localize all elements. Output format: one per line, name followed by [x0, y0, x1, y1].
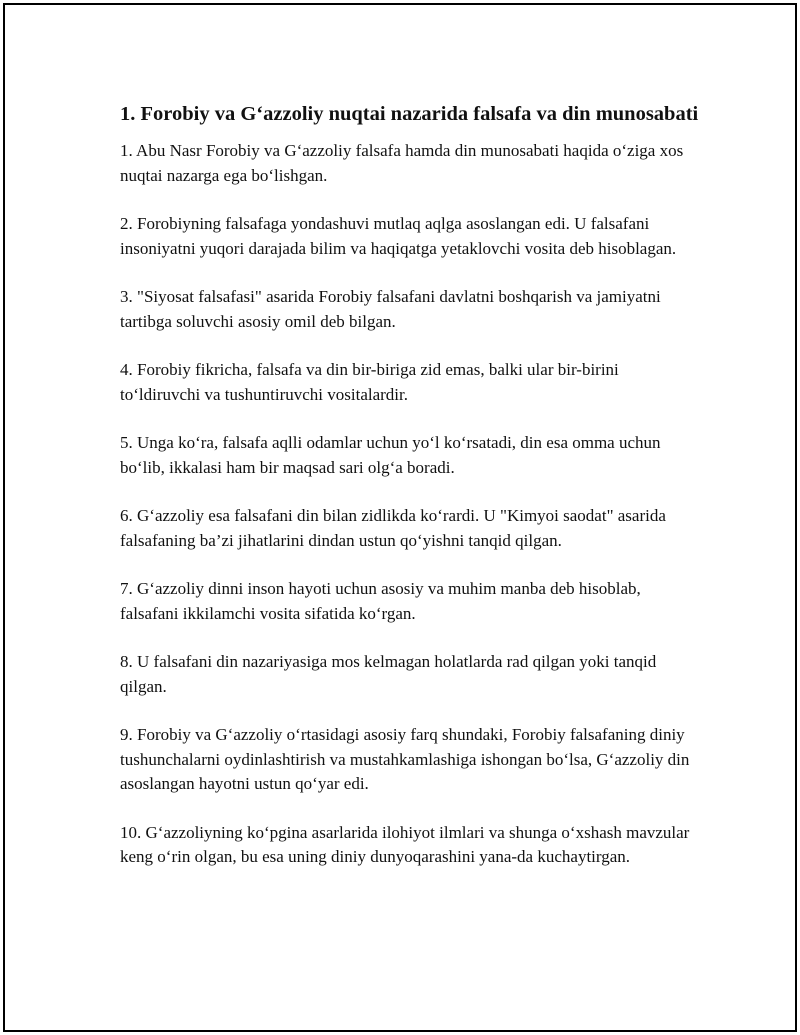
- paragraph-9: 9. Forobiy va G‘azzoliy o‘rtasidagi asosiy farq shundaki, Forobiy falsafaning diniy tushunchalarni oydinlashtirish va mustahkamlashiga ishongan bo‘lsa, G‘azzoliy din asoslangan hayotni ustun qo‘yar edi.: [120, 725, 690, 793]
- paragraph-3: 3. "Siyosat falsafasi" asarida Forobiy falsafani davlatni boshqarish va jamiyatni tartibga soluvchi asosiy omil deb bilgan.: [120, 287, 661, 331]
- paragraph-1: 1. Abu Nasr Forobiy va G‘azzoliy falsafa hamda din munosabati haqida o‘ziga xos nuqtai nazarga ega bo‘lishgan.: [120, 141, 684, 185]
- paragraph-8: 8. U falsafani din nazariyasiga mos kelmagan holatlarda rad qilgan yoki tanqid qilgan.: [120, 652, 657, 696]
- paragraph-6: 6. G‘azzoliy esa falsafani din bilan zidlikda ko‘rardi. U "Kimyoi saodat" asarida falsafaning ba’zi jihatlarini dindan ustun qo‘yishni tanqid qilgan.: [120, 506, 666, 550]
- paragraph-4: 4. Forobiy fikricha, falsafa va din bir-biriga zid emas, balki ular bir-birini to‘ldiruvchi va tushuntiruvchi vositalardir.: [120, 360, 619, 404]
- page-border: [3, 3, 797, 1032]
- paragraph-2: 2. Forobiyning falsafaga yondashuvi mutlaq aqlga asoslangan edi. U falsafani insoniyatni yuqori darajada bilim va haqiqatga yetaklovchi vosita deb hisoblagan.: [120, 214, 677, 258]
- paragraph-10: 10. G‘azzoliyning ko‘pgina asarlarida ilohiyot ilmlari va shunga o‘xshash mavzular keng o‘rin olgan, bu esa uning diniy dunyoqarashini yana-da kuchaytirgan.: [120, 822, 690, 866]
- paragraph-5: 5. Unga ko‘ra, falsafa aqlli odamlar uchun yo‘l ko‘rsatadi, din esa omma uchun bo‘lib, ikkalasi ham bir maqsad sari olg‘a boradi.: [120, 433, 661, 477]
- paragraph-7: 7. G‘azzoliy dinni inson hayoti uchun asosiy va muhim manba deb hisoblab, falsafani ikkilamchi vosita sifatida ko‘rgan.: [120, 579, 641, 623]
- document-body: [120, 101, 700, 894]
- document-title: 1. Forobiy va G‘azzoliy nuqtai nazarida falsafa va din munosabati: [120, 103, 699, 125]
